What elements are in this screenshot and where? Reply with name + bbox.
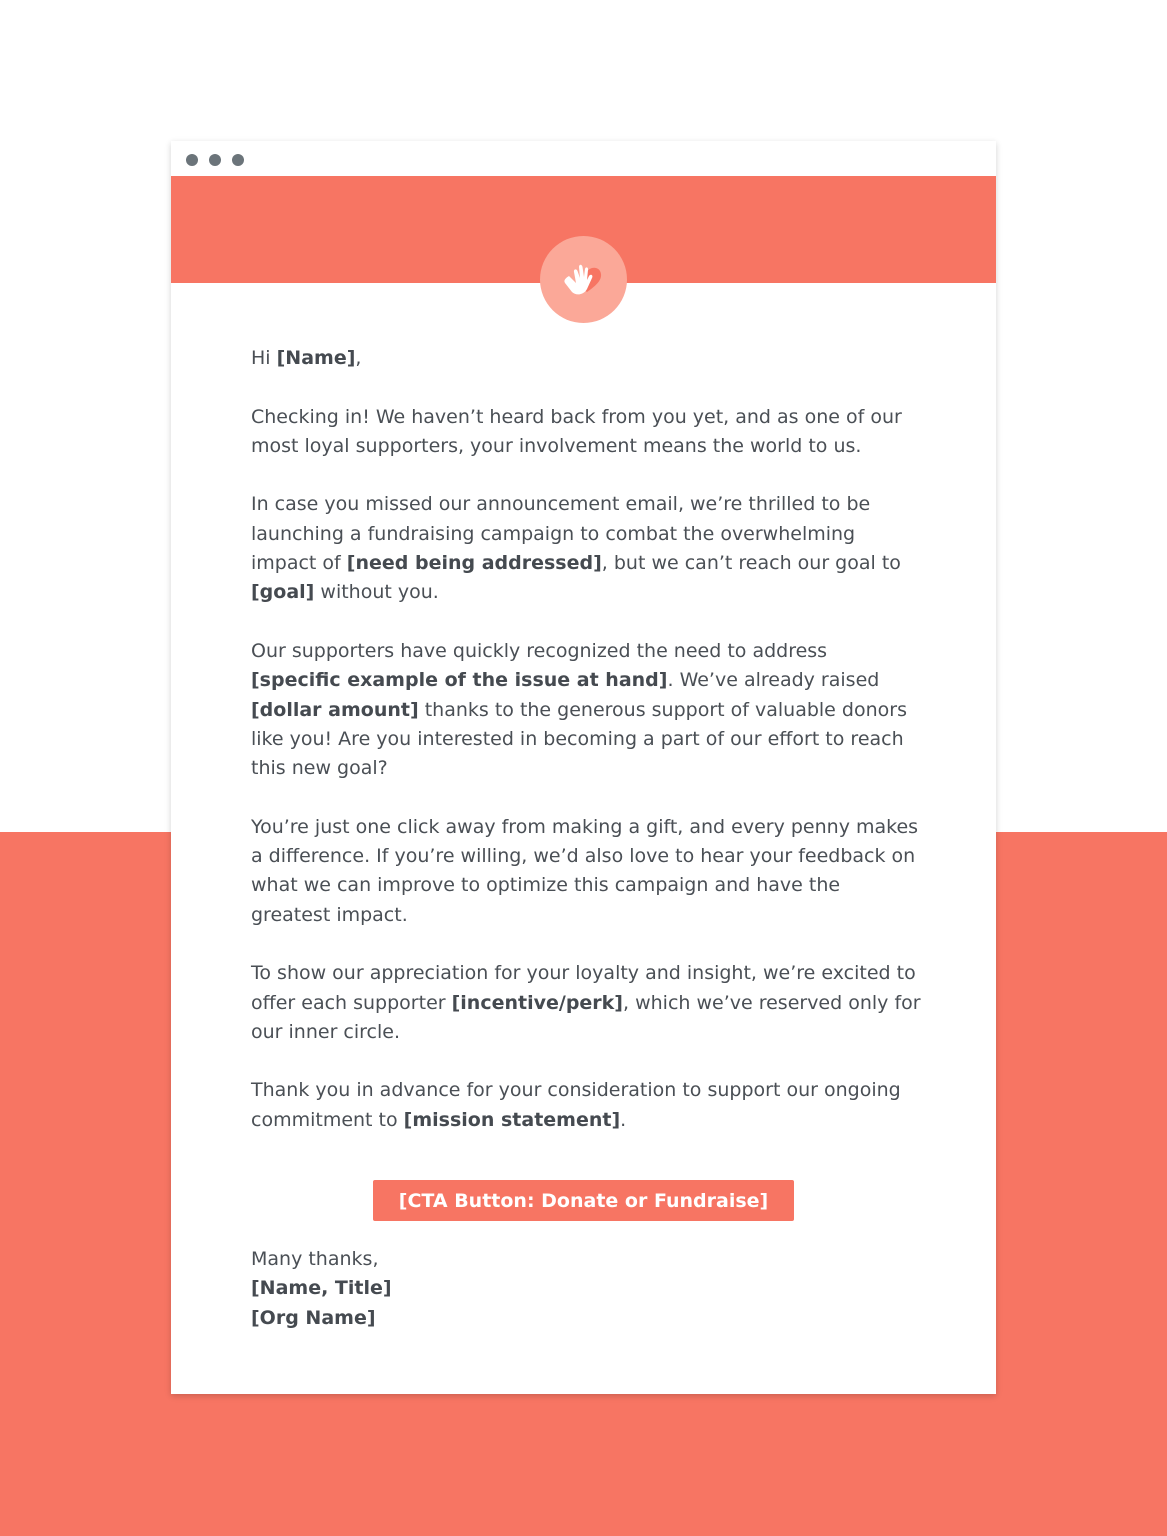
placeholder-dollar-amount: [dollar amount] — [251, 698, 419, 721]
paragraph-thank-you — [251, 1076, 921, 1135]
paragraph-progress — [251, 637, 921, 783]
email-window — [171, 141, 996, 1394]
paragraph-text: thanks to the generous support of valuable donors like you! Are you interested in becoming a part of our effort to reach this new goal? — [251, 698, 907, 780]
cta-donate-button[interactable]: [CTA Button: Donate or Fundraise] — [373, 1180, 794, 1221]
org-logo — [540, 236, 627, 323]
placeholder-mission: [mission statement] — [403, 1108, 621, 1131]
hand-heart-icon — [554, 250, 614, 310]
window-control-dot-icon[interactable] — [232, 154, 244, 166]
greeting — [251, 344, 921, 373]
paragraph-text: , which we’ve reserved only for our inner circle. — [251, 991, 921, 1043]
paragraph-incentive — [251, 959, 921, 1047]
greeting-punctuation: , — [355, 347, 362, 369]
paragraph-text: To show our appreciation for your loyalty and insight, we’re excited to offer each supporter — [251, 962, 916, 1014]
window-control-dot-icon[interactable] — [186, 154, 198, 166]
paragraph-text: Our supporters have quickly recognized the need to address — [251, 639, 828, 662]
greeting-text: Hi — [251, 347, 277, 369]
paragraph-text: without you. — [314, 581, 439, 604]
paragraph-text: In case you missed our announcement email, we’re thrilled to be launching a fundraising campaign to combat the overwhelming impact of — [251, 493, 871, 575]
email-body — [251, 344, 921, 1164]
sender-name-title: [Name, Title] — [251, 1277, 392, 1300]
paragraph-text: . We’ve already raised — [667, 669, 880, 692]
window-titlebar — [171, 141, 996, 176]
paragraph-checking-in: Checking in! We haven’t heard back from you yet, and as one of our most loyal supporters, your involvement means the world to us. — [251, 405, 902, 457]
paragraph-text: Thank you in advance for your consideration to support our ongoing commitment to — [251, 1079, 901, 1131]
placeholder-need: [need being addressed] — [346, 552, 602, 575]
paragraph-call-to-give: You’re just one click away from making a gift, and every penny makes a difference. If you’re willing, we’d also love to hear your feedback on what we can improve to optimize this campaign and have the greatest impact. — [251, 815, 919, 926]
email-signoff — [251, 1245, 921, 1333]
placeholder-incentive: [incentive/perk] — [451, 991, 623, 1014]
closing-line: Many thanks, — [251, 1248, 379, 1270]
placeholder-example: [specific example of the issue at hand] — [251, 669, 668, 692]
placeholder-name: [Name] — [276, 347, 356, 369]
paragraph-text: . — [620, 1108, 627, 1131]
sender-org-name: [Org Name] — [251, 1306, 376, 1329]
paragraph-announcement — [251, 490, 921, 607]
window-control-dot-icon[interactable] — [209, 154, 221, 166]
placeholder-goal: [goal] — [251, 581, 315, 604]
paragraph-text: , but we can’t reach our goal to — [601, 552, 901, 575]
